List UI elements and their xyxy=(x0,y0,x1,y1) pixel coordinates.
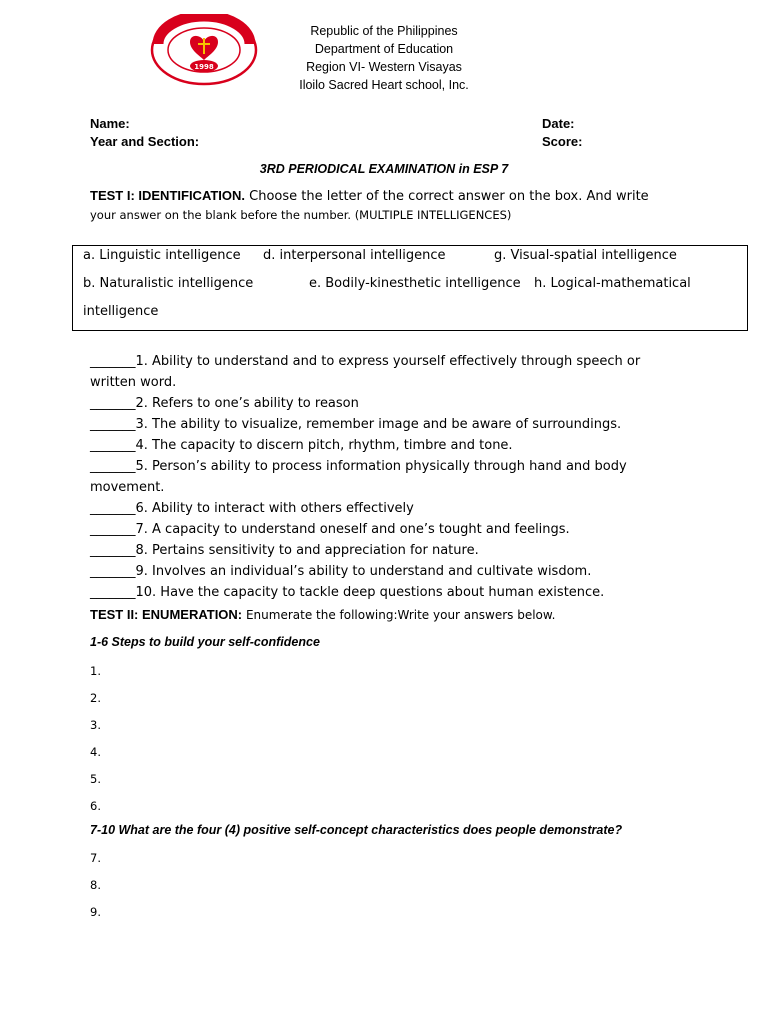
answer-line-8: 8. xyxy=(90,878,101,892)
test1-instruction-2: your answer on the blank before the number. (MULTIPLE INTELLIGENCES) xyxy=(90,208,512,222)
question-3: _______3. The ability to visualize, remember image and be aware of surroundings. xyxy=(90,417,622,432)
test2-instructions xyxy=(90,607,555,622)
answer-line-1: 1. xyxy=(90,664,101,678)
header-block xyxy=(240,24,528,96)
choice-g: g. Visual-spatial intelligence xyxy=(494,248,677,263)
question-8: _______8. Pertains sensitivity to and appreciation for nature. xyxy=(90,543,479,558)
exam-title: 3RD PERIODICAL EXAMINATION in ESP 7 xyxy=(259,162,509,176)
answer-choices-box xyxy=(72,245,748,331)
choice-h: h. Logical-mathematical xyxy=(534,276,691,291)
header-line: Department of Education xyxy=(314,42,454,56)
question-5-cont: movement. xyxy=(90,480,165,495)
choice-h-cont: intelligence xyxy=(83,304,159,319)
header-line: Region VI- Western Visayas xyxy=(306,60,462,74)
choice-e: e. Bodily-kinesthetic intelligence xyxy=(309,276,521,291)
header-line: Republic of the Philippines xyxy=(310,24,458,38)
answer-line-2: 2. xyxy=(90,691,101,705)
answer-line-7: 7. xyxy=(90,851,101,865)
question-1: _______1. Ability to understand and to express yourself effectively through speech or xyxy=(90,354,641,369)
section1-title: 1-6 Steps to build your self-confidence xyxy=(90,635,320,649)
answer-line-6: 6. xyxy=(90,799,101,813)
question-6: _______6. Ability to interact with others effectively xyxy=(90,501,414,516)
name-field-label: Name: xyxy=(90,116,130,131)
answer-line-4: 4. xyxy=(90,745,101,759)
section2-title: 7-10 What are the four (4) positive self-concept characteristics does people demonstrate? xyxy=(90,823,623,837)
test1-instructions xyxy=(90,187,690,224)
question-2: _______2. Refers to one’s ability to reason xyxy=(90,396,359,411)
answer-line-3: 3. xyxy=(90,718,101,732)
question-9: _______9. Involves an individual’s ability to understand and cultivate wisdom. xyxy=(90,564,592,579)
test2-label: TEST II: ENUMERATION: xyxy=(90,607,243,622)
test2-instruction: Enumerate the following:Write your answers below. xyxy=(242,608,556,622)
question-1-cont: written word. xyxy=(90,375,177,390)
choice-a: a. Linguistic intelligence xyxy=(83,248,241,263)
header-line: Iloilo Sacred Heart school, Inc. xyxy=(299,78,469,92)
answer-line-9: 9. xyxy=(90,905,101,919)
question-5: _______5. Person’s ability to process information physically through hand and body xyxy=(90,459,627,474)
test1-label: TEST I: IDENTIFICATION. xyxy=(90,188,246,203)
logo-year: 1998 xyxy=(194,63,214,71)
score-field-label: Score: xyxy=(542,134,583,149)
choice-b: b. Naturalistic intelligence xyxy=(83,276,254,291)
question-10: _______10. Have the capacity to tackle deep questions about human existence. xyxy=(90,585,605,600)
date-field-label: Date: xyxy=(542,116,575,131)
question-4: _______4. The capacity to discern pitch, rhythm, timbre and tone. xyxy=(90,438,513,453)
answer-line-5: 5. xyxy=(90,772,101,786)
question-7: _______7. A capacity to understand oneself and one’s tought and feelings. xyxy=(90,522,570,537)
year-section-field-label: Year and Section: xyxy=(90,134,200,149)
choice-d: d. interpersonal intelligence xyxy=(263,248,446,263)
test1-instruction: Choose the letter of the correct answer on the box. And write xyxy=(245,189,649,204)
